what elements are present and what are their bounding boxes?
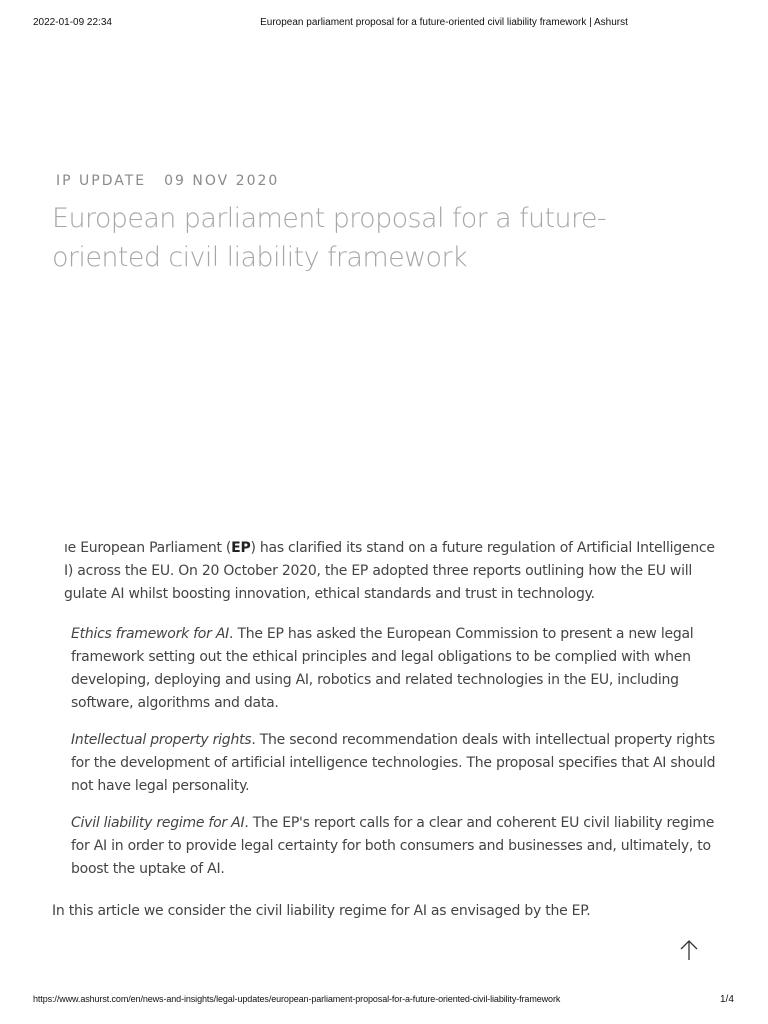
intro-text: ) has clarified its stand on a future regulation of Artificial Intelligence [250, 540, 715, 556]
intro-text: ıe European Parliament ( [64, 540, 232, 556]
back-to-top-button[interactable] [678, 938, 700, 962]
arrow-up-icon [678, 938, 700, 962]
article-intro [0, 537, 720, 606]
list-item-text: . The EP has asked the European Commission to present a new legal framework setting out the ethical principles and legal obligations to be complied with when developing, deploying and using AI, robotics and related technologies in the EU, including software, algorithms and data. [71, 626, 694, 711]
print-footer-url: https://www.ashurst.com/en/news-and-insights/legal-updates/european-parliament-proposal-for-a-future-oriented-civil-liability-framework [33, 994, 561, 1004]
article-category[interactable]: IP UPDATE [56, 173, 147, 189]
intro-line-2: I) across the EU. On 20 October 2020, the EP adopted three reports outlining how the EU will [64, 563, 693, 579]
article-headline: European parliament proposal for a future-oriented civil liability framework [52, 203, 607, 273]
list-item-text: . The EP's report calls for a clear and coherent EU civil liability regime for AI in order to provide legal certainty for both consumers and businesses and, ultimately, to boost the uptake of AI. [71, 815, 715, 877]
report-list [71, 623, 721, 895]
intro-line-1 [0, 537, 720, 560]
article-date: 09 NOV 2020 [164, 173, 280, 189]
intro-abbrev-ep: EP [231, 540, 251, 556]
list-item [71, 812, 721, 881]
list-item [71, 623, 721, 715]
list-item-term: Ethics framework for AI [71, 626, 230, 642]
article-outro: In this article we consider the civil liability regime for AI as envisaged by the EP. [52, 903, 591, 919]
list-item [71, 729, 721, 798]
list-item-term: Civil liability regime for AI [71, 815, 245, 831]
list-item-term: Intellectual property rights [71, 732, 252, 748]
article-meta [56, 173, 279, 189]
print-footer-page-number: 1/4 [720, 994, 734, 1005]
intro-line-3: gulate AI whilst boosting innovation, ethical standards and trust in technology. [64, 586, 595, 602]
print-header-datetime: 2022-01-09 22:34 [33, 17, 112, 28]
list-item-text: . The second recommendation deals with intellectual property rights for the development of artificial intelligence technologies. The proposal specifies that AI should not have legal personality. [71, 732, 716, 794]
print-header-title: European parliament proposal for a future-oriented civil liability framework | Ashurst [260, 17, 628, 28]
